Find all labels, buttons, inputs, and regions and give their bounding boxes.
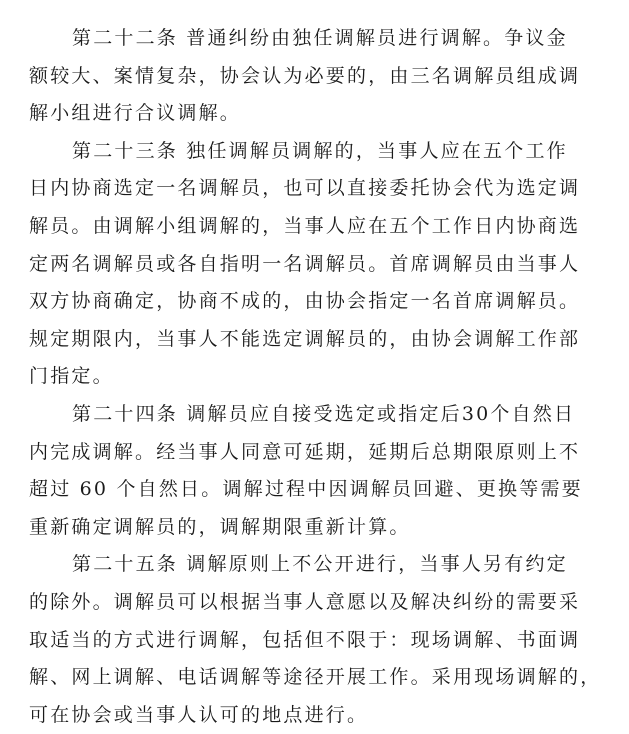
text-line: 门指定。 [29, 365, 114, 388]
text-line: 解员。由调解小组调解的，当事人应在五个工作日内协商选 [29, 214, 581, 237]
text-line: 超过 60 个自然日。调解过程中因调解员回避、更换等需要 [29, 478, 583, 501]
article-22 [29, 20, 599, 133]
text-line: 规定期限内，当事人不能选定调解员的，由协会调解工作部 [29, 327, 581, 350]
text-line: 可在协会或当事人认可的地点进行。 [29, 703, 369, 726]
text-line: 取适当的方式进行调解，包括但不限于：现场调解、书面调 [29, 628, 581, 651]
text-line: 定两名调解员或各自指明一名调解员。首席调解员由当事人 [29, 252, 581, 275]
text-line: 第二十二条 普通纠纷由独任调解员进行调解。争议金 [72, 27, 568, 49]
text-line: 日内协商选定一名调解员，也可以直接委托协会代为选定调 [29, 177, 581, 200]
text-line: 双方协商确定，协商不成的，由协会指定一名首席调解员。 [29, 290, 581, 313]
text-line: 内完成调解。经当事人同意可延期，延期后总期限原则上不 [29, 440, 581, 463]
text-line: 解、网上调解、电话调解等途径开展工作。采用现场调解的， [29, 666, 602, 689]
article-24 [29, 396, 599, 546]
article-23 [29, 133, 599, 396]
text-line: 重新确定调解员的，调解期限重新计算。 [29, 515, 411, 538]
article-25 [29, 546, 602, 734]
text-line: 的除外。调解员可以根据当事人意愿以及解决纠纷的需要采 [29, 590, 581, 613]
text-line: 第二十五条 调解原则上不公开进行，当事人另有约定 [72, 553, 568, 576]
text-line: 额较大、案情复杂，协会认为必要的，由三名调解员组成调 [29, 64, 581, 87]
document-body [29, 20, 602, 734]
text-line: 第二十四条 调解员应自接受选定或指定后30个自然日 [72, 402, 576, 425]
text-line: 解小组进行合议调解。 [29, 102, 242, 125]
text-line: 第二十三条 独任调解员调解的，当事人应在五个工作 [72, 139, 568, 162]
